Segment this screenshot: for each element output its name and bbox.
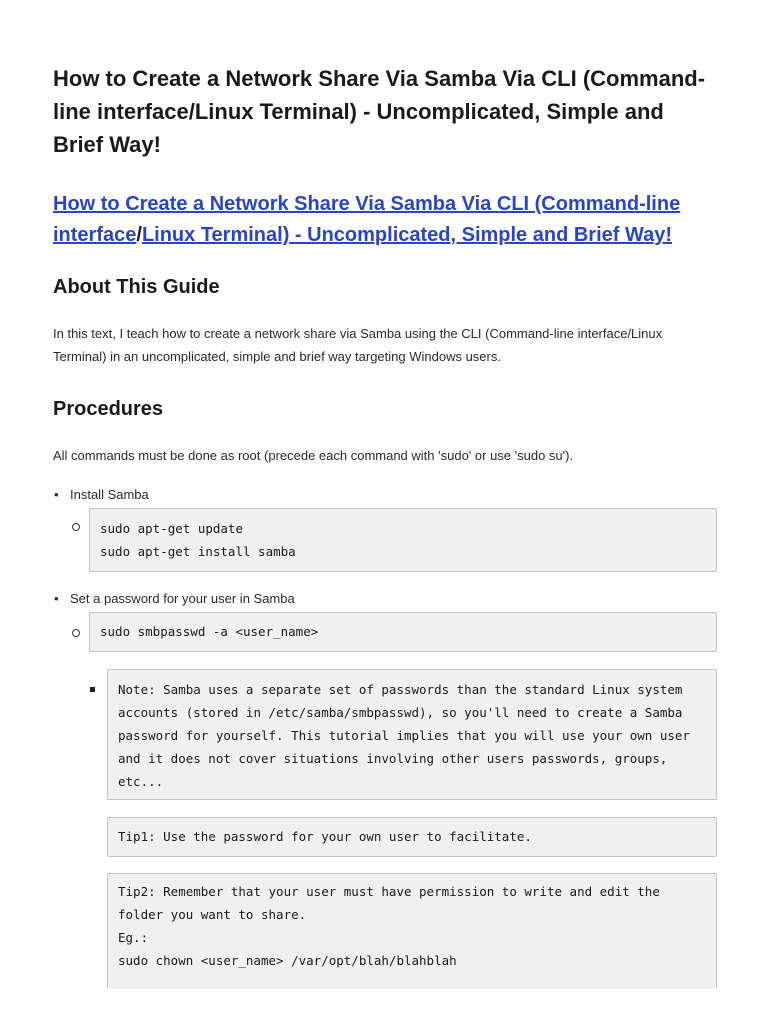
tip1-box (107, 817, 717, 857)
bullet-dot-icon: • (54, 591, 59, 606)
tip1-text: Tip1: Use the password for your own user to facilitate. (118, 829, 532, 844)
title-link-part1[interactable]: How to Create a Network Share Via Samba Via CLI (Command-line interface (53, 193, 681, 246)
tip2-text: Tip2: Remember that your user must have permission to write and edit the folder you want to share. (118, 884, 668, 922)
bullet-dot-icon: • (54, 487, 59, 502)
code-block-install (89, 508, 717, 572)
note-box (107, 669, 717, 800)
title-link-separator: / (136, 224, 142, 246)
circle-bullet-icon (72, 523, 80, 531)
tip2-example-label: Eg.: (118, 930, 149, 945)
procedures-heading: Procedures (53, 398, 164, 420)
circle-bullet-icon (72, 629, 80, 637)
code-line: sudo apt-get install samba (100, 544, 296, 559)
tip2-box (107, 873, 717, 989)
square-bullet-icon (90, 687, 95, 692)
title-link (53, 189, 723, 251)
step2-label: Set a password for your user in Samba (70, 591, 295, 606)
procedures-intro: All commands must be done as root (precede each command with 'sudo' or use 'sudo su'). (53, 448, 574, 463)
about-text: In this text, I teach how to create a network share via Samba using the CLI (Command-line interface/Linux Terminal) in an uncomplicated, simple and brief way targeting Windows users. (53, 326, 663, 364)
note-text: Note: Samba uses a separate set of passwords than the standard Linux system accounts (stored in /etc/samba/smbpasswd), so you'll need to create a Samba password for yourself. This tutorial implies that you will use your own user and it does not cover situations involving other users passwords, groups, etc... (118, 682, 698, 789)
about-heading: About This Guide (53, 276, 220, 298)
code-block-smbpasswd (89, 612, 717, 652)
title-link-part2[interactable]: Linux Terminal) - Uncomplicated, Simple and Brief Way! (141, 224, 673, 246)
tip2-example-command: sudo chown <user_name> /var/opt/blah/blahblah (118, 953, 457, 968)
code-line: sudo apt-get update (100, 521, 243, 536)
page-title: How to Create a Network Share Via Samba Via CLI (Command-line interface/Linux Terminal) - Uncomplicated, Simple and Brief Way! (53, 66, 706, 157)
step1-label: Install Samba (70, 487, 149, 502)
code-line: sudo smbpasswd -a <user_name> (100, 624, 319, 639)
